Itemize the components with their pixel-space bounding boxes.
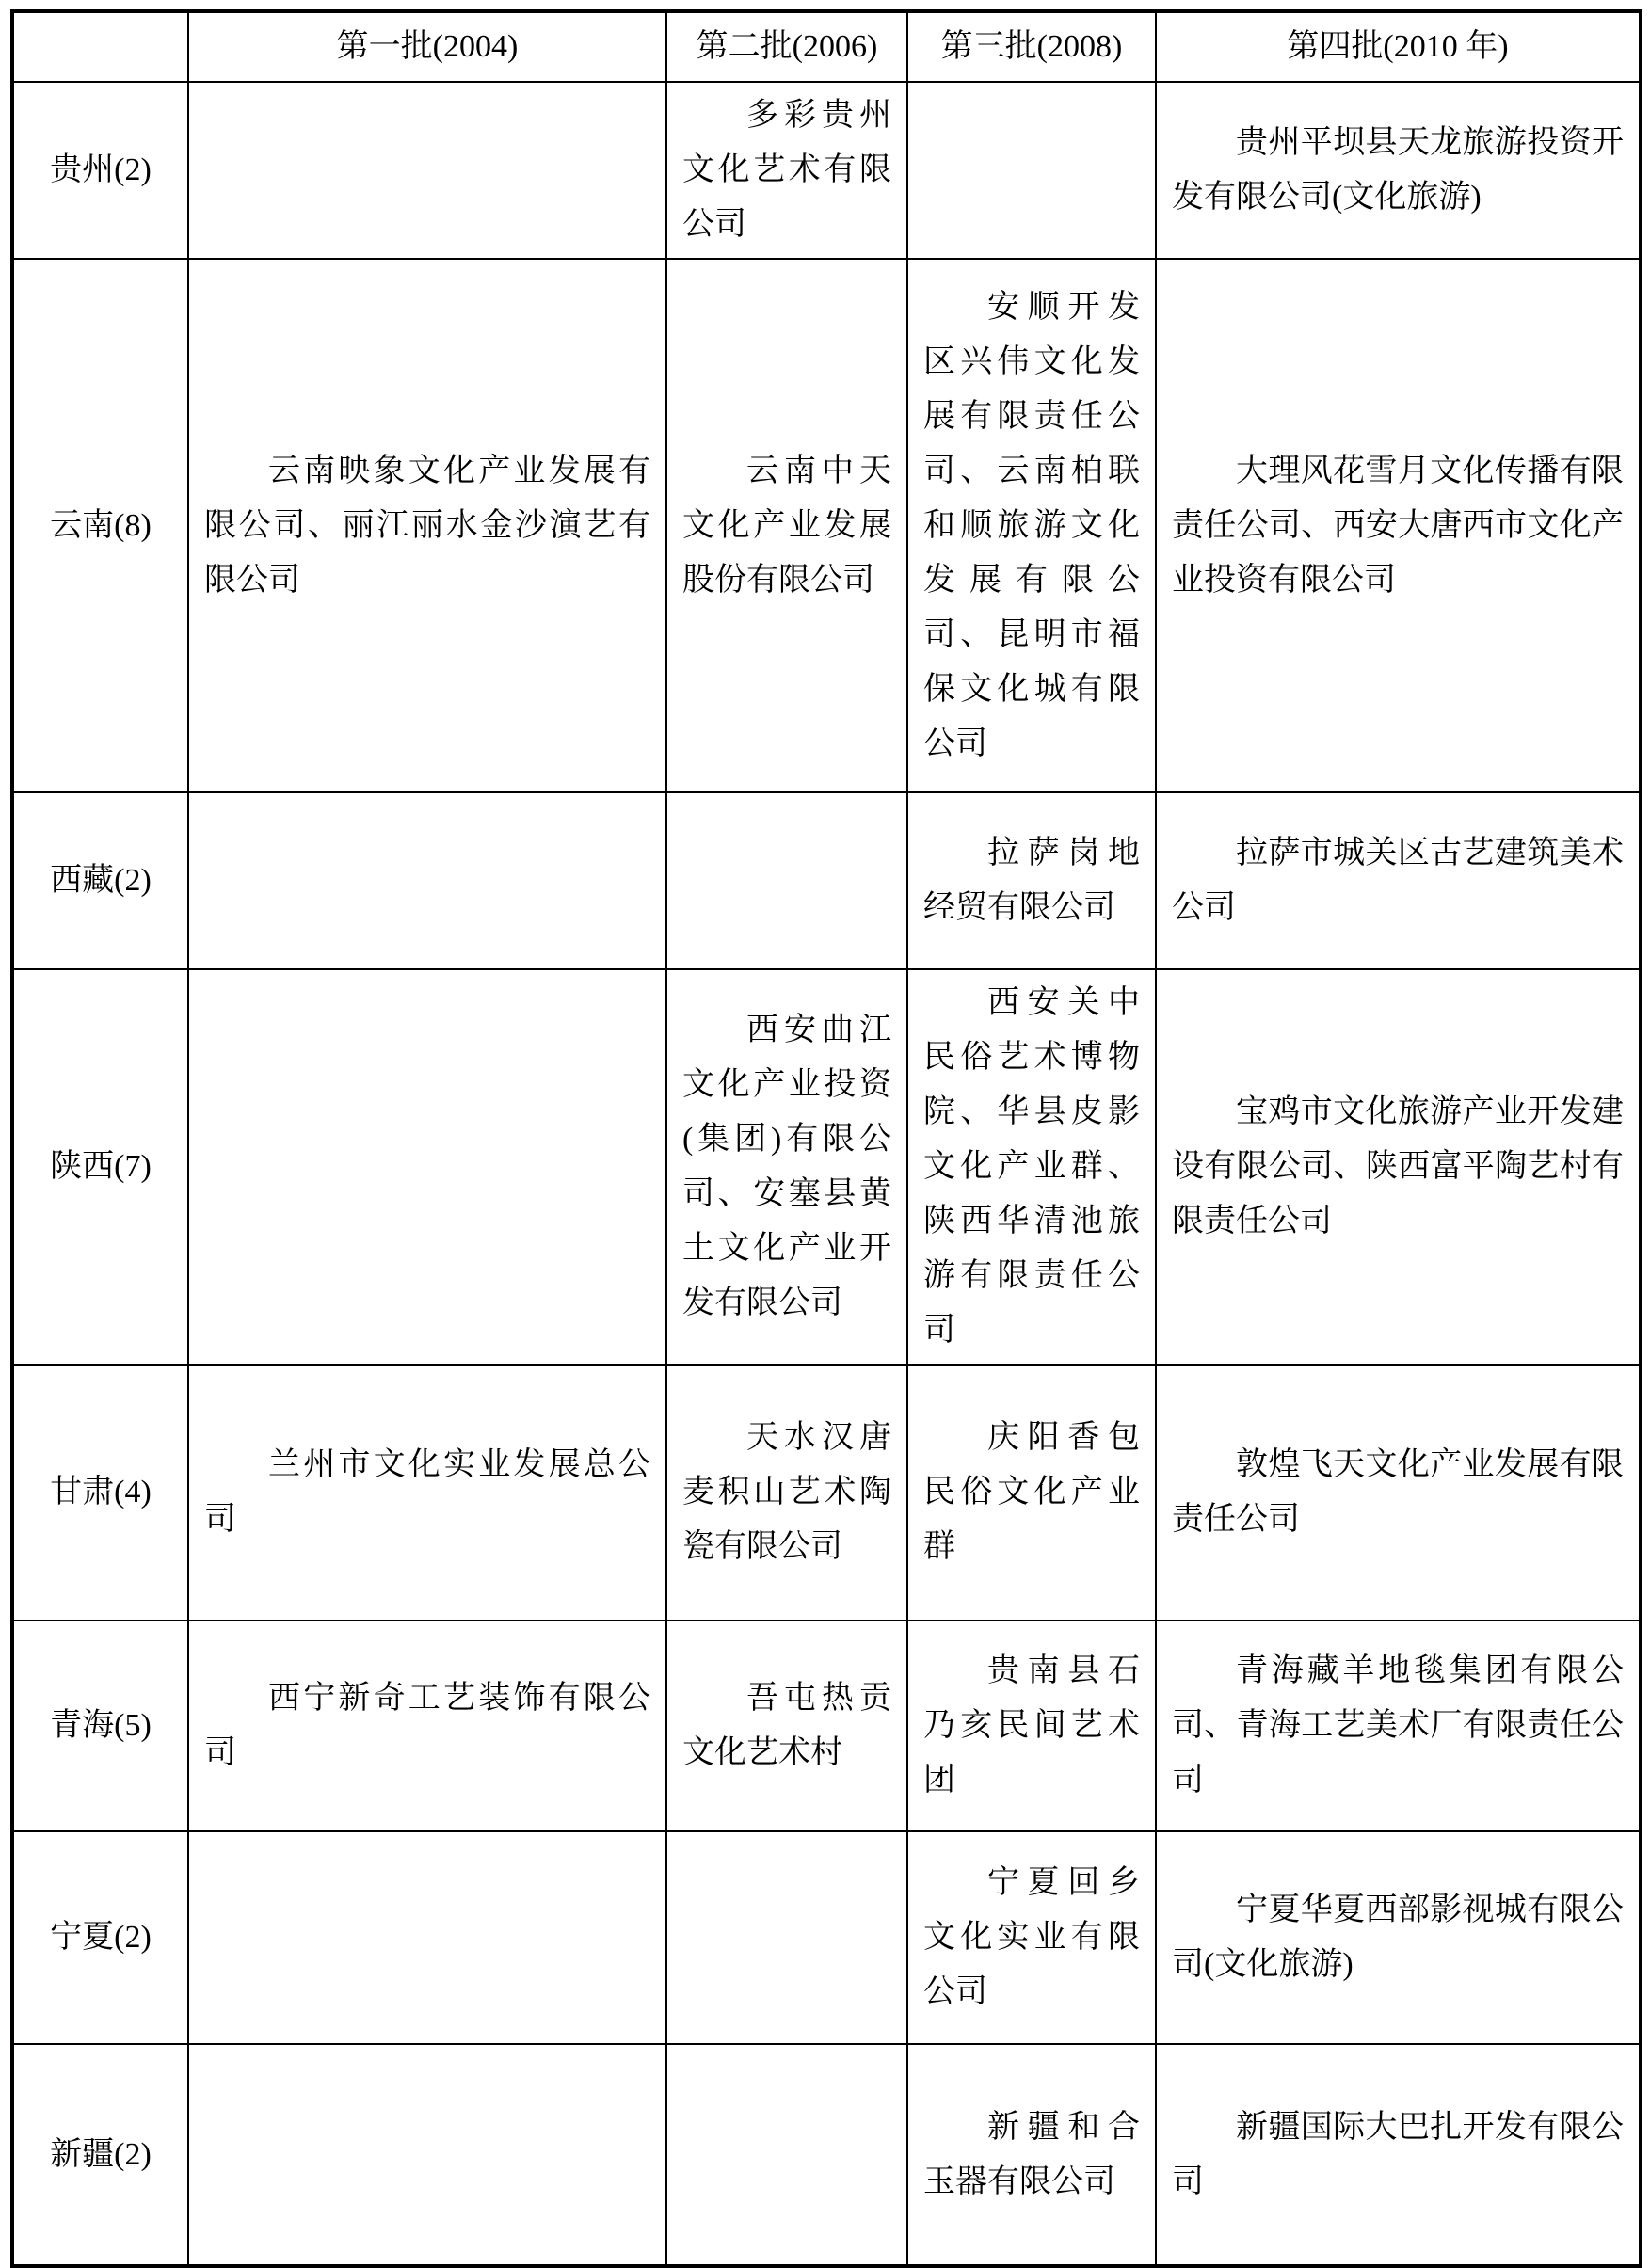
cell-qinghai-batch2 xyxy=(666,1621,907,1831)
cell-text: 新疆和合玉器有限公司 xyxy=(923,2109,1140,2199)
cell-guizhou-batch4 xyxy=(1156,82,1641,259)
cell-xinjiang-batch2 xyxy=(666,2044,907,2266)
province-cell-guizhou: 贵州(2) xyxy=(12,82,188,259)
cell-xinjiang-batch4 xyxy=(1156,2044,1641,2266)
cell-guizhou-batch1 xyxy=(188,82,666,259)
province-cell-qinghai: 青海(5) xyxy=(12,1621,188,1831)
cell-text: 云南中天文化产业发展股份有限公司 xyxy=(682,453,891,598)
cell-xinjiang-batch3 xyxy=(907,2044,1156,2266)
cell-text: 拉萨市城关区古艺建筑美术公司 xyxy=(1172,836,1624,925)
cell-gansu-batch1 xyxy=(188,1365,666,1621)
table-header-row xyxy=(12,11,1641,82)
cell-text: 贵南县石乃亥民间艺术团 xyxy=(923,1653,1140,1797)
cell-yunnan-batch1 xyxy=(188,259,666,792)
cell-text: 吾屯热贡文化艺术村 xyxy=(682,1681,891,1770)
cell-gansu-batch2 xyxy=(666,1365,907,1621)
cell-shaanxi-batch1 xyxy=(188,969,666,1365)
cell-text: 西安曲江文化产业投资(集团)有限公司、安塞县黄土文化产业开发有限公司 xyxy=(682,1013,891,1320)
table-row-xinjiang xyxy=(12,2044,1641,2266)
cell-gansu-batch3 xyxy=(907,1365,1156,1621)
cell-text: 多彩贵州文化艺术有限公司 xyxy=(682,98,891,242)
table-row-yunnan xyxy=(12,259,1641,792)
cell-text: 贵州平坝县天龙旅游投资开发有限公司(文化旅游) xyxy=(1172,125,1624,215)
cell-text: 拉萨岗地经贸有限公司 xyxy=(923,836,1140,925)
province-cell-xinjiang: 新疆(2) xyxy=(12,2044,188,2266)
cell-text: 庆阳香包民俗文化产业群 xyxy=(923,1420,1140,1564)
cell-qinghai-batch3 xyxy=(907,1621,1156,1831)
cell-ningxia-batch2 xyxy=(666,1831,907,2044)
table-row-ningxia xyxy=(12,1831,1641,2044)
cell-xizang-batch3 xyxy=(907,792,1156,969)
cell-text: 宝鸡市文化旅游产业开发建设有限公司、陕西富平陶艺村有限责任公司 xyxy=(1172,1094,1624,1238)
cell-guizhou-batch2 xyxy=(666,82,907,259)
column-header-batch1: 第一批(2004) xyxy=(188,11,666,82)
cell-shaanxi-batch4 xyxy=(1156,969,1641,1365)
cell-xizang-batch2 xyxy=(666,792,907,969)
table-row-shaanxi xyxy=(12,969,1641,1365)
cell-text: 宁夏回乡文化实业有限公司 xyxy=(923,1865,1140,2009)
cell-ningxia-batch4 xyxy=(1156,1831,1641,2044)
column-header-batch2: 第二批(2006) xyxy=(666,11,907,82)
cell-xizang-batch4 xyxy=(1156,792,1641,969)
cell-text: 敦煌飞天文化产业发展有限责任公司 xyxy=(1172,1447,1624,1537)
province-cell-yunnan: 云南(8) xyxy=(12,259,188,792)
cell-xinjiang-batch1 xyxy=(188,2044,666,2266)
province-cell-ningxia: 宁夏(2) xyxy=(12,1831,188,2044)
cultural-industry-base-table xyxy=(10,9,1642,2268)
cell-text: 兰州市文化实业发展总公司 xyxy=(204,1447,650,1537)
cell-yunnan-batch2 xyxy=(666,259,907,792)
table-row-guizhou xyxy=(12,82,1641,259)
cell-text: 大理风花雪月文化传播有限责任公司、西安大唐西市文化产业投资有限公司 xyxy=(1172,453,1624,598)
cell-ningxia-batch1 xyxy=(188,1831,666,2044)
cell-text: 西宁新奇工艺装饰有限公司 xyxy=(204,1681,650,1770)
column-header-batch3: 第三批(2008) xyxy=(907,11,1156,82)
cell-text: 宁夏华夏西部影视城有限公司(文化旅游) xyxy=(1172,1893,1624,1982)
cell-qinghai-batch1 xyxy=(188,1621,666,1831)
cell-text: 云南映象文化产业发展有限公司、丽江丽水金沙演艺有限公司 xyxy=(204,453,650,598)
cell-text: 青海藏羊地毯集团有限公司、青海工艺美术厂有限责任公司 xyxy=(1172,1653,1624,1797)
cell-text: 西安关中民俗艺术博物院、华县皮影文化产业群、陕西华清池旅游有限责任公司 xyxy=(923,985,1140,1348)
cell-yunnan-batch4 xyxy=(1156,259,1641,792)
cell-ningxia-batch3 xyxy=(907,1831,1156,2044)
cell-shaanxi-batch2 xyxy=(666,969,907,1365)
cell-gansu-batch4 xyxy=(1156,1365,1641,1621)
province-cell-gansu: 甘肃(4) xyxy=(12,1365,188,1621)
column-header-batch4: 第四批(2010 年) xyxy=(1156,11,1641,82)
column-header-province xyxy=(12,11,188,82)
cell-text: 天水汉唐麦积山艺术陶瓷有限公司 xyxy=(682,1420,891,1564)
cell-xizang-batch1 xyxy=(188,792,666,969)
cell-text: 安顺开发区兴伟文化发展有限责任公司、云南柏联和顺旅游文化发展有限公司、昆明市福保文化城有限公司 xyxy=(923,289,1140,761)
table-row-gansu xyxy=(12,1365,1641,1621)
cell-guizhou-batch3 xyxy=(907,82,1156,259)
cell-shaanxi-batch3 xyxy=(907,969,1156,1365)
cell-yunnan-batch3 xyxy=(907,259,1156,792)
table-row-qinghai xyxy=(12,1621,1641,1831)
cell-text: 新疆国际大巴扎开发有限公司 xyxy=(1172,2109,1624,2199)
province-cell-shaanxi: 陕西(7) xyxy=(12,969,188,1365)
table-row-xizang xyxy=(12,792,1641,969)
province-cell-xizang: 西藏(2) xyxy=(12,792,188,969)
cell-qinghai-batch4 xyxy=(1156,1621,1641,1831)
